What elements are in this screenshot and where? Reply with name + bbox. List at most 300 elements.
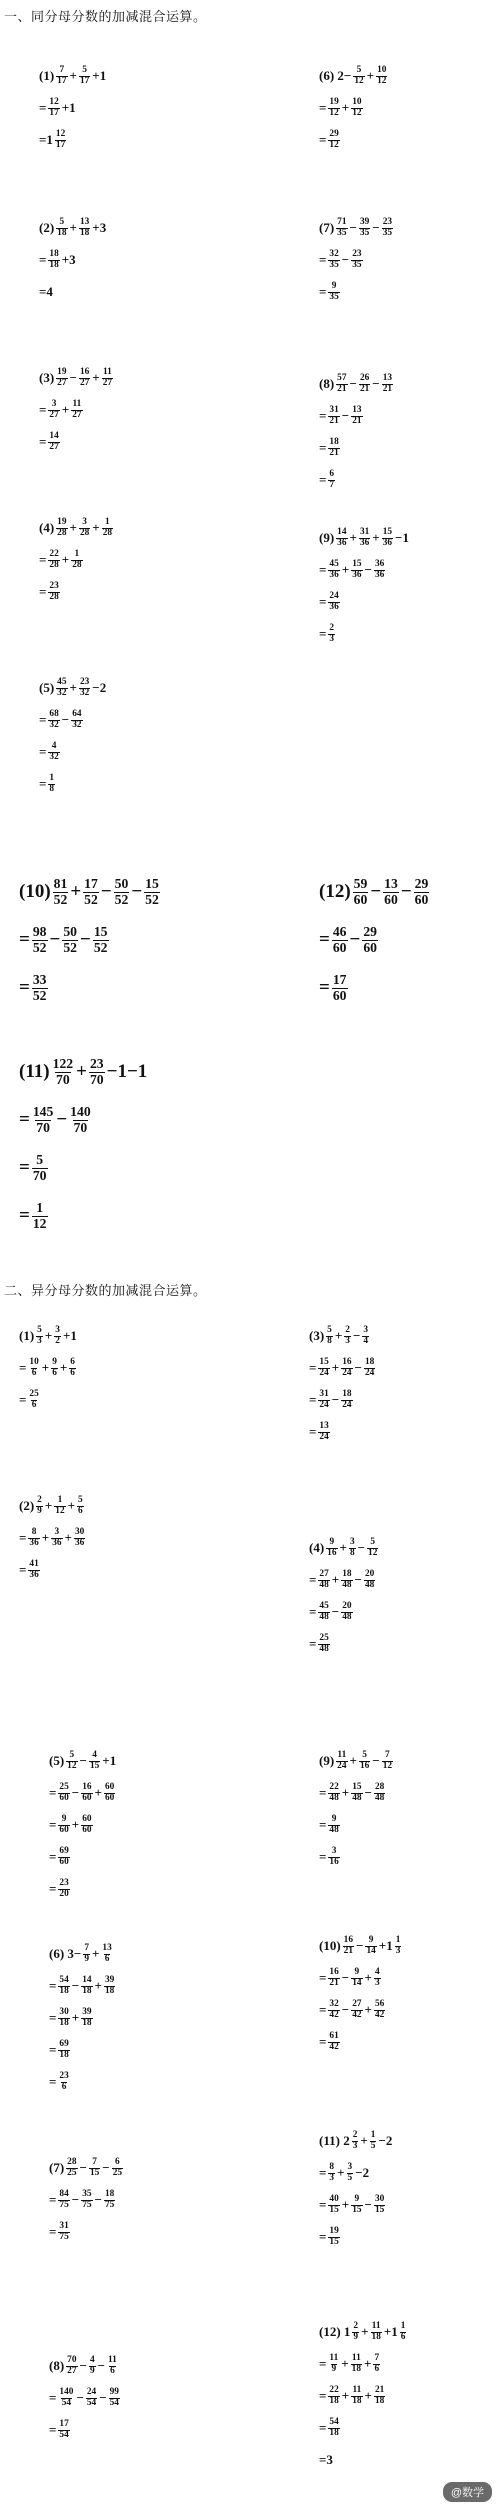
fraction (341, 1602, 352, 1623)
fraction-numerator: 5 (370, 1536, 376, 1547)
fraction (328, 130, 339, 151)
math-text: = (319, 594, 327, 609)
fraction-numerator: 23 (59, 1877, 69, 1888)
fraction-numerator: 6 (115, 2156, 120, 2167)
fraction (58, 1783, 69, 1804)
fraction (400, 2322, 407, 2343)
problem-block (308, 1320, 376, 1448)
math-text: = (49, 1881, 57, 1896)
fraction (48, 400, 59, 421)
fraction-denominator: 52 (53, 891, 68, 907)
problem-block (48, 2152, 124, 2248)
problem-expression (48, 2350, 121, 2382)
fraction-numerator: 17 (332, 972, 347, 988)
fraction-denominator: 36 (74, 1537, 85, 1548)
fraction (374, 2386, 385, 2407)
problem-block (38, 672, 107, 800)
fraction-numerator: 1 (370, 2129, 376, 2140)
math-text: + (71, 2010, 80, 2025)
fraction (93, 925, 109, 955)
fraction-numerator: 12 (49, 96, 59, 107)
math-text: = (39, 776, 47, 791)
fraction-numerator: 5 (78, 1494, 83, 1505)
fraction (359, 218, 370, 239)
math-text: − (61, 712, 70, 727)
fraction-numerator: 3 (82, 516, 87, 527)
fraction (382, 218, 393, 239)
fraction-numerator: 19 (57, 366, 67, 377)
problem-block (48, 2350, 121, 2446)
fraction (382, 1751, 393, 1772)
fraction-numerator: 9 (354, 1966, 360, 1977)
fraction-denominator: 18 (104, 1985, 115, 1996)
fraction-denominator: 52 (145, 891, 159, 907)
fraction (341, 1358, 352, 1379)
fraction-denominator: 4 (363, 1335, 369, 1346)
fraction-numerator: 20 (364, 1568, 375, 1579)
fraction-numerator: 31 (329, 404, 339, 415)
math-text: (4) (309, 1540, 325, 1555)
fraction-numerator: 27 (352, 1998, 362, 2009)
solution-step (48, 2002, 116, 2034)
fraction (48, 250, 59, 271)
fraction (77, 1496, 84, 1517)
solution-step (318, 586, 410, 618)
fraction-denominator: 15 (374, 2204, 385, 2215)
fraction-denominator: 12 (354, 75, 364, 86)
math-text: + (41, 1530, 50, 1545)
fraction (336, 528, 347, 549)
problem-block (18, 1048, 148, 1240)
fraction-denominator: 20 (59, 1888, 69, 1899)
fraction (318, 1634, 329, 1655)
math-text: = (319, 100, 327, 115)
fraction-numerator: 2 (345, 1324, 350, 1335)
fraction-denominator: 17 (55, 139, 66, 150)
problem-expression (318, 1930, 402, 1962)
fraction-numerator: 30 (59, 2006, 69, 2017)
math-text: = (49, 2074, 57, 2089)
math-text: = (19, 977, 30, 998)
fraction-denominator: 3 (345, 1335, 350, 1346)
math-text: + (67, 1498, 76, 1513)
fraction (48, 550, 59, 571)
math-text: = (319, 1785, 327, 1800)
fraction (328, 2354, 339, 2375)
fraction-denominator: 70 (56, 1071, 70, 1087)
math-text: = (319, 562, 327, 577)
fraction-denominator: 60 (332, 939, 347, 955)
math-text: − (97, 2358, 106, 2373)
math-text: − (79, 2160, 87, 2175)
fraction (328, 592, 339, 613)
solution-step (318, 916, 430, 964)
fraction-denominator: 60 (59, 1856, 69, 1867)
fraction-denominator: 18 (329, 2395, 339, 2406)
fraction-numerator: 4 (92, 1749, 97, 1760)
math-text: = (19, 1360, 27, 1375)
fraction-numerator: 50 (63, 924, 77, 940)
fraction-numerator: 3 (51, 398, 57, 409)
fraction-denominator: 12 (377, 75, 387, 86)
fraction-denominator: 21 (329, 1977, 339, 1988)
fraction (332, 973, 348, 1003)
problem-block (318, 1745, 394, 1873)
fraction-numerator: 24 (329, 590, 339, 601)
math-text: +3 (92, 220, 107, 235)
fraction-denominator: 60 (353, 891, 368, 907)
fraction-denominator: 32 (72, 719, 82, 730)
fraction-denominator: 6 (52, 1367, 57, 1378)
fraction (71, 550, 82, 571)
math-text: − (341, 408, 350, 423)
math-text: = (319, 1817, 327, 1832)
math-text: = (39, 252, 47, 267)
fraction (28, 1560, 39, 1581)
solution-step (318, 244, 394, 276)
fraction-numerator: 122 (52, 1056, 74, 1072)
fraction-denominator: 18 (374, 2395, 385, 2406)
math-text: = (309, 1392, 317, 1407)
math-text: + (331, 1360, 340, 1375)
fraction (112, 2158, 123, 2179)
fraction (328, 2163, 335, 2184)
math-text: (11) 2 (319, 2133, 350, 2148)
fraction-numerator: 19 (329, 96, 339, 107)
fraction-numerator: 6 (70, 1356, 75, 1367)
fraction (364, 1358, 375, 1379)
fraction-numerator: 35 (82, 2188, 92, 2199)
fraction-denominator: 24 (342, 1399, 352, 1410)
math-text: +1 (92, 68, 107, 83)
fraction (89, 1057, 105, 1087)
fraction-denominator: 42 (329, 2041, 339, 2052)
math-text: + (364, 2356, 372, 2371)
fraction (343, 1936, 354, 1957)
solution-step (318, 2221, 393, 2253)
fraction-numerator: 2 (353, 2320, 359, 2331)
math-text: − (331, 1392, 340, 1407)
math-text: + (69, 220, 77, 235)
fraction (32, 1153, 48, 1183)
math-text: − (79, 1753, 87, 1768)
fraction (71, 400, 82, 421)
fraction-numerator: 71 (337, 216, 347, 227)
problem-expression (38, 672, 107, 704)
solution-step (318, 2157, 393, 2189)
fraction-denominator: 12 (67, 1760, 77, 1771)
math-text: −2 (92, 680, 107, 695)
math-text: = (39, 584, 47, 599)
math-text: − (341, 2002, 350, 2017)
math-text: = (309, 1604, 317, 1619)
fraction-denominator: 70 (73, 1119, 88, 1135)
fraction (66, 1751, 77, 1772)
math-text: − (131, 881, 143, 902)
fraction (351, 2000, 362, 2021)
problem-expression (308, 1532, 379, 1564)
fraction (382, 528, 393, 549)
fraction (347, 2163, 354, 2184)
fraction-numerator: 23 (49, 580, 59, 591)
math-text: (9) (319, 1753, 335, 1768)
fraction (336, 374, 347, 395)
problem-block (318, 2125, 393, 2253)
problem-block (38, 60, 107, 156)
fraction (376, 66, 387, 87)
fraction-numerator: 18 (342, 1568, 352, 1579)
fraction (328, 1847, 339, 1868)
fraction (351, 1783, 362, 1804)
fraction-denominator: 3 (329, 633, 335, 644)
math-text: = (319, 2420, 327, 2435)
fraction-denominator: 54 (86, 2397, 97, 2408)
math-text: = (49, 1785, 57, 1800)
math-text: − (79, 2358, 87, 2373)
fraction-denominator: 8 (49, 783, 55, 794)
problem-expression (318, 522, 410, 554)
fraction-numerator: 2 (37, 1494, 42, 1505)
fraction-numerator: 5 (59, 216, 65, 227)
solution-step (318, 2444, 407, 2476)
fraction-denominator: 9 (89, 2365, 95, 2376)
fraction (332, 925, 348, 955)
fraction-denominator: 48 (329, 1792, 339, 1803)
fraction (36, 1326, 43, 1347)
fraction-denominator: 12 (329, 107, 339, 118)
fraction-numerator: 16 (343, 1934, 354, 1945)
fraction-denominator: 35 (359, 227, 370, 238)
fraction (328, 560, 339, 581)
fraction-denominator: 21 (359, 383, 370, 394)
fraction-denominator: 28 (102, 527, 113, 538)
problem-block (38, 512, 114, 608)
solution-step (308, 1564, 379, 1596)
fraction-denominator: 36 (374, 569, 385, 580)
fraction (102, 518, 113, 539)
fraction-numerator: 15 (145, 876, 159, 892)
math-text: − (357, 1540, 366, 1555)
math-text: − (49, 929, 61, 950)
fraction-denominator: 35 (329, 291, 339, 302)
fraction (349, 1538, 356, 1559)
math-text: = (319, 408, 327, 423)
math-text: = (49, 2192, 57, 2207)
fraction (328, 98, 339, 119)
fraction-numerator: 10 (377, 64, 387, 75)
math-text: −1−1 (106, 1061, 148, 1082)
problem-block (18, 1320, 78, 1416)
math-text: + (92, 370, 100, 385)
math-text: + (341, 2388, 350, 2403)
fraction-denominator: 60 (384, 891, 398, 907)
math-text: − (341, 1970, 350, 1985)
fraction-numerator: 64 (72, 708, 82, 719)
fraction (58, 2420, 69, 2441)
fraction (328, 2227, 339, 2248)
fraction (66, 2158, 77, 2179)
fraction-numerator: 22 (329, 2384, 339, 2395)
math-text: (2) (19, 1498, 35, 1513)
fraction-numerator: 81 (53, 876, 68, 892)
fraction (104, 2190, 115, 2211)
fraction-numerator: 5 (37, 1324, 42, 1335)
math-text: = (49, 1817, 57, 1832)
fraction-denominator: 36 (329, 569, 339, 580)
fraction (144, 877, 160, 907)
fraction (374, 560, 385, 581)
fraction-numerator: 9 (61, 1813, 67, 1824)
fraction-numerator: 18 (49, 248, 59, 259)
fraction-numerator: 60 (104, 1781, 115, 1792)
fraction-numerator: 7 (374, 2352, 380, 2363)
fraction (58, 2040, 69, 2061)
fraction-numerator: 3 (363, 1324, 369, 1335)
solution-step (38, 704, 107, 736)
solution-step (318, 554, 410, 586)
math-text: = (319, 977, 330, 998)
fraction (359, 528, 370, 549)
fraction-numerator: 11 (108, 2354, 117, 2365)
fraction-denominator: 3 (374, 1977, 380, 1988)
problem-block (38, 362, 114, 458)
fraction-numerator: 17 (84, 876, 98, 892)
fraction-numerator: 11 (102, 366, 112, 377)
fraction-numerator: 9 (331, 280, 337, 291)
fraction-numerator: 28 (374, 1781, 385, 1792)
fraction-numerator: 10 (352, 96, 362, 107)
fraction-denominator: 6 (61, 2081, 67, 2092)
solution-step (38, 276, 107, 308)
fraction-numerator: 5 (327, 1324, 332, 1335)
math-text: (8) (49, 2358, 65, 2373)
math-text: = (319, 440, 327, 455)
math-text: +1 (102, 1753, 117, 1768)
fraction-denominator: 48 (374, 1792, 385, 1803)
fraction-denominator: 60 (332, 987, 347, 1003)
fraction (382, 374, 393, 395)
fraction-denominator: 8 (349, 1547, 355, 1558)
fraction (89, 2158, 100, 2179)
solution-step (18, 1522, 86, 1554)
problem-expression (318, 1745, 394, 1777)
fraction (32, 1105, 55, 1135)
fraction-denominator: 17 (57, 75, 67, 86)
section-heading: 一、同分母分数的加减混合运算。 (4, 9, 207, 24)
fraction-numerator: 25 (59, 1781, 69, 1792)
fraction (365, 1936, 376, 1957)
fraction-numerator: 99 (109, 2386, 119, 2397)
fraction-denominator: 18 (82, 1985, 92, 1996)
math-text: = (319, 929, 330, 950)
math-text: + (364, 2002, 372, 2017)
fraction-numerator: 31 (59, 2220, 69, 2231)
fraction-denominator: 24 (319, 1367, 329, 1378)
fraction-numerator: 9 (329, 1536, 335, 1547)
math-text: + (61, 552, 70, 567)
fraction (395, 1936, 402, 1957)
fraction-denominator: 42 (352, 2009, 362, 2020)
fraction-numerator: 16 (329, 1966, 339, 1977)
solution-step (318, 618, 410, 650)
fraction-numerator: 69 (59, 2038, 69, 2049)
math-text: − (331, 1604, 340, 1619)
fraction-numerator: 3 (349, 1536, 355, 1547)
fraction-numerator: 18 (329, 436, 339, 447)
math-text: − (102, 2160, 110, 2175)
fraction-denominator: 75 (59, 2231, 69, 2242)
math-text: + (334, 1328, 343, 1343)
fraction-denominator: 32 (79, 687, 90, 698)
fraction-numerator: 54 (329, 2416, 339, 2427)
problem-block (318, 522, 410, 650)
fraction (328, 1815, 339, 1836)
fraction-denominator: 48 (319, 1579, 329, 1590)
fraction-denominator: 12 (329, 139, 339, 150)
math-text: = (19, 1109, 30, 1130)
fraction-numerator: 32 (329, 1998, 339, 2009)
solution-step (48, 1873, 117, 1905)
fraction-denominator: 18 (57, 227, 67, 238)
fraction-denominator: 21 (329, 447, 339, 458)
fraction-numerator: 145 (32, 1104, 54, 1120)
math-text: =4 (39, 284, 53, 299)
solution-step (318, 124, 388, 156)
fraction (58, 2072, 69, 2093)
fraction (328, 2000, 339, 2021)
fraction (28, 1528, 39, 1549)
solution-step (38, 736, 107, 768)
math-text: + (341, 1785, 350, 1800)
math-text: = (319, 2356, 327, 2371)
fraction (55, 130, 66, 151)
fraction (58, 2388, 74, 2409)
fraction-denominator: 32 (57, 687, 67, 698)
fraction-numerator: 140 (70, 1104, 91, 1120)
fraction-denominator: 18 (49, 259, 59, 270)
fraction (362, 1326, 369, 1347)
fraction-numerator: 17 (59, 2418, 69, 2429)
math-text: (7) (49, 2160, 65, 2175)
fraction-denominator: 18 (351, 2363, 362, 2374)
math-text: − (349, 929, 361, 950)
fraction (58, 1879, 69, 1900)
fraction (328, 282, 339, 303)
math-text: = (319, 132, 327, 147)
fraction (48, 774, 55, 795)
fraction-numerator: 14 (82, 1974, 92, 1985)
fraction-denominator: 27 (102, 377, 113, 388)
math-text: = (19, 1157, 30, 1178)
math-text: (10) (319, 1938, 341, 1953)
solution-step (48, 2216, 124, 2248)
fraction-numerator: 98 (32, 924, 47, 940)
fraction (81, 1783, 92, 1804)
math-text: (6) 2− (319, 68, 352, 83)
math-text: − (370, 881, 382, 902)
math-text: − (349, 220, 357, 235)
fraction (374, 1968, 381, 1989)
fraction-denominator: 5 (347, 2172, 353, 2183)
fraction-denominator: 9 (353, 2331, 359, 2342)
math-text: (7) (319, 220, 335, 235)
fraction (58, 2008, 69, 2029)
fraction-denominator: 3 (395, 1945, 401, 1956)
fraction-numerator: 36 (374, 558, 385, 569)
fraction-denominator: 21 (352, 415, 362, 426)
problem-block (318, 868, 430, 1012)
fraction (36, 1496, 43, 1517)
